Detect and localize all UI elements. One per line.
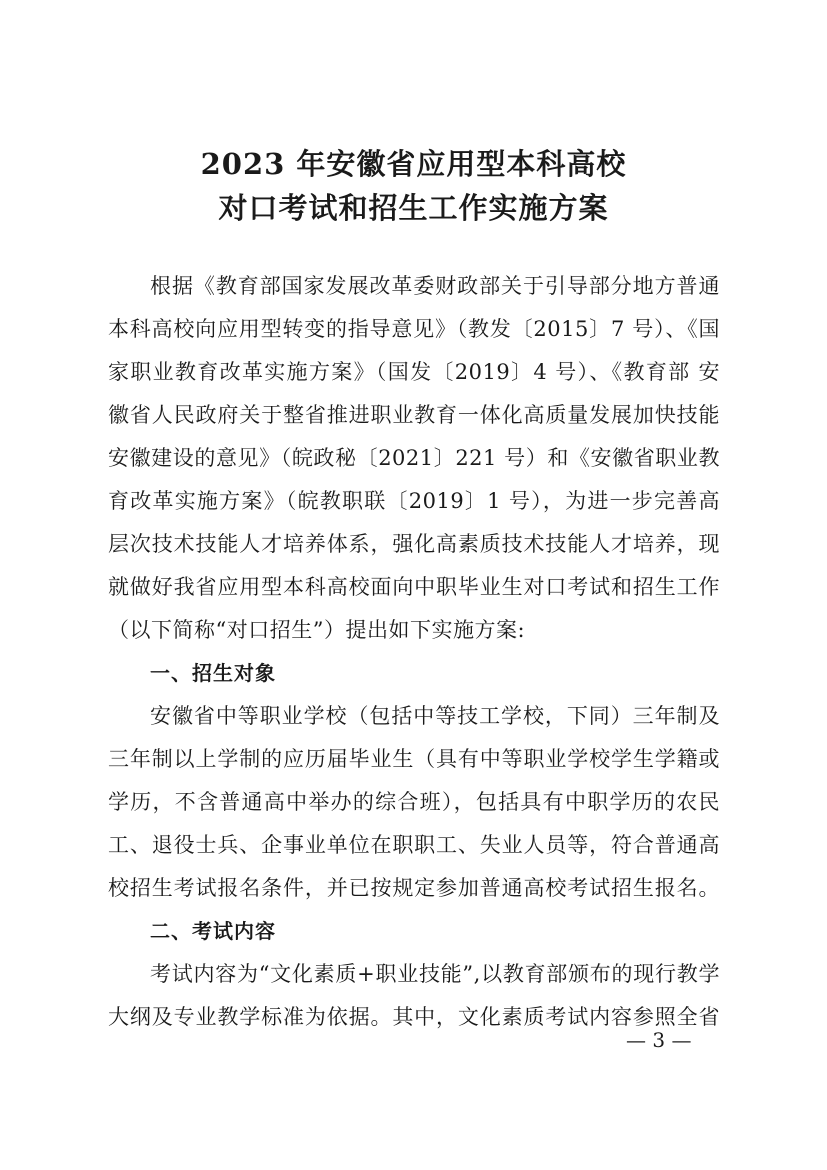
section2-line: 大纲及专业教学标准为依据。其中，文化素质考试内容参照全省 — [108, 1005, 720, 1029]
intro-line: 本科高校向应用型转变的指导意见》（教发〔2015〕7 号）、《国 — [108, 317, 720, 341]
intro-line: 就做好我省应用型本科高校面向中职毕业生对口考试和招生工作 — [108, 575, 720, 599]
page-number: — 3 — — [626, 1028, 692, 1052]
document-title-line-2: 对口考试和招生工作实施方案 — [218, 191, 609, 225]
document-title-line-1: 2023 年安徽省应用型本科高校 — [200, 147, 627, 181]
section1-line: 安徽省中等职业学校（包括中等技工学校，下同）三年制及 — [150, 704, 720, 728]
intro-line: 家职业教育改革实施方案》（国发〔2019〕4 号）、《教育部 安 — [108, 360, 720, 384]
section1-line: 工、退役士兵、企事业单位在职职工、失业人员等，符合普通高 — [108, 833, 720, 857]
intro-line: 育改革实施方案》（皖教职联〔2019〕1 号），为进一步完善高 — [108, 489, 720, 513]
section1-line: 三年制以上学制的应历届毕业生（具有中等职业学校学生学籍或 — [108, 747, 720, 771]
section1-line: 校招生考试报名条件，并已按规定参加普通高校考试招生报名。 — [108, 876, 720, 900]
intro-line: （以下简称“对口招生”）提出如下实施方案: — [108, 618, 526, 642]
section2-line: 考试内容为“文化素质+职业技能”,以教育部颁布的现行教学 — [150, 962, 720, 986]
section-heading-exam-content: 二、考试内容 — [150, 919, 276, 943]
intro-line: 安徽建设的意见》（皖政秘〔2021〕221 号）和《安徽省职业教 — [108, 446, 720, 470]
intro-line: 徽省人民政府关于整省推进职业教育一体化高质量发展加快技能 — [108, 403, 720, 427]
intro-line: 层次技术技能人才培养体系，强化高素质技术技能人才培养，现 — [108, 532, 720, 556]
section1-line: 学历，不含普通高中举办的综合班），包括具有中职学历的农民 — [108, 790, 720, 814]
section-heading-recruitment-targets: 一、招生对象 — [150, 661, 276, 685]
intro-line: 根据《教育部国家发展改革委财政部关于引导部分地方普通 — [150, 274, 720, 298]
